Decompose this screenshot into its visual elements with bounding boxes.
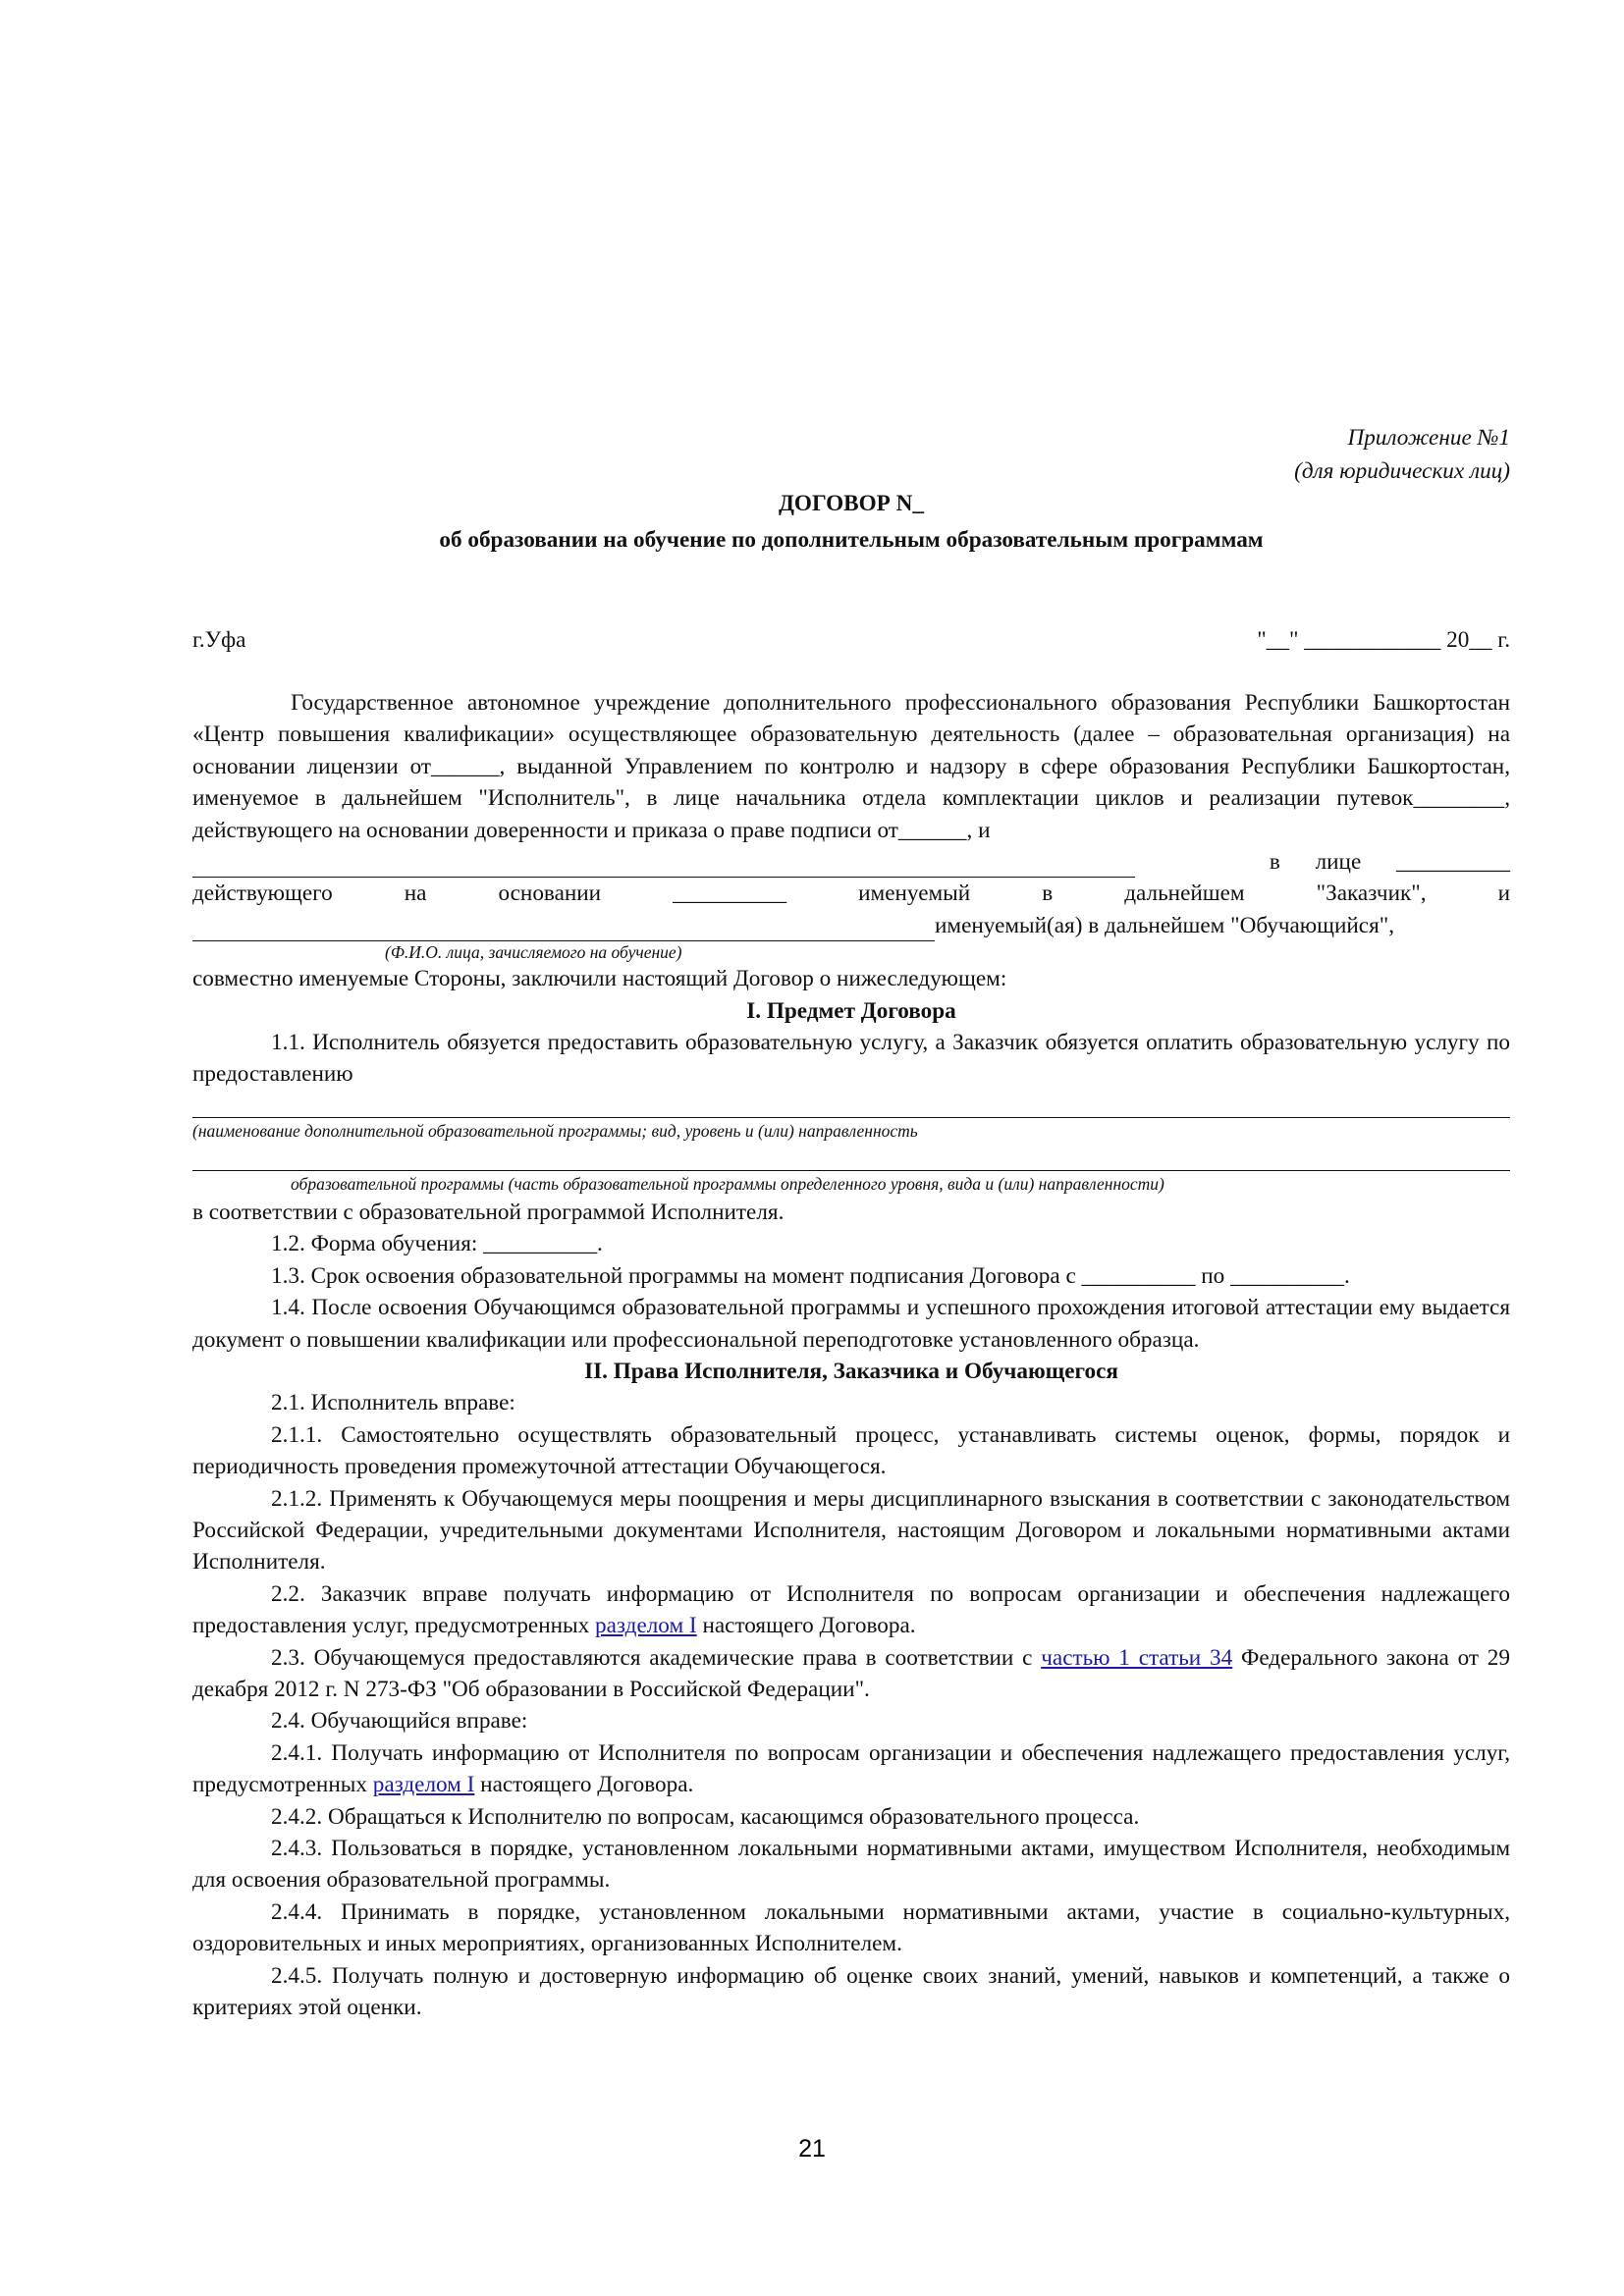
clause-2-4-1: 2.4.1. Получать информацию от Исполнителя по вопросам организации и обеспечения надлежащего предоставления услуг, предусмотренных разделом I настоящего Договора.	[192, 1739, 1510, 1798]
contract-date: "__" ____________ 20__ г.	[1257, 627, 1510, 653]
clause-1-3: 1.3. Срок освоения образовательной программы на момент подписания Договора с __________ по __________.	[271, 1262, 1350, 1289]
section-1-title: I. Предмет Договора	[746, 997, 956, 1024]
section-1-link-2[interactable]: разделом I	[372, 1772, 475, 1798]
joint-parties-paragraph: совместно именуемые Стороны, заключили настоящий Договор о нижеследующем:	[192, 966, 1007, 992]
article-34-link[interactable]: частью 1 статьи 34	[1041, 1644, 1233, 1671]
section-2-title: II. Права Исполнителя, Заказчика и Обучающегося	[584, 1358, 1118, 1384]
fio-caption: (Ф.И.О. лица, зачисляемого на обучение)	[385, 942, 682, 963]
clause-2-4-5: 2.4.5. Получать полную и достоверную информацию об оценке своих знаний, умений, навыков и компетенций, а также о критериях этой оценки.	[192, 1962, 1510, 2021]
clause-2-2: 2.2. Заказчик вправе получать информацию от Исполнителя по вопросам организации и обеспечения надлежащего предоставления услуг, предусмотренных разделом I настоящего Договора.	[192, 1580, 1510, 1639]
annex-note: (для юридических лиц)	[1294, 458, 1510, 484]
annex-number: Приложение №1	[1347, 425, 1510, 451]
program-caption-1: (наименование дополнительной образовательной программы; вид, уровень и (или) направленность	[192, 1120, 918, 1141]
clause-2-4-2: 2.4.2. Обращаться к Исполнителю по вопросам, касающимся образовательного процесса.	[271, 1803, 1140, 1830]
blank-line-b: действующего на основании __________ именуемый в дальнейшем "Заказчик", и	[192, 881, 1510, 907]
city: г.Уфа	[192, 627, 246, 653]
blank-line-a	[192, 846, 1510, 878]
student-text: именуемый(ая) в дальнейшем "Обучающийся",	[935, 912, 1395, 938]
contract-body	[192, 687, 1510, 2023]
program-name-field	[192, 1091, 1510, 1118]
program-level-field	[192, 1144, 1510, 1171]
accordance-paragraph: в соответствии с образовательной программой Исполнителя.	[192, 1199, 785, 1225]
in-person-text: в лице __________	[1269, 849, 1510, 876]
blank-line-c	[192, 910, 1510, 941]
contract-subtitle: об образовании на обучение по дополнительным образовательным программам	[439, 527, 1264, 553]
clause-2-4-4: 2.4.4. Принимать в порядке, установленном локальными нормативными актами, участие в социально-культурных, оздоровительных и иных мероприятиях, организованных Исполнителем.	[192, 1898, 1510, 1957]
program-caption-2: образовательной программы (часть образовательной программы определенного уровня, вида и (или) направленности)	[291, 1173, 1164, 1194]
section-1-link[interactable]: разделом I	[595, 1613, 697, 1639]
student-name-field	[192, 915, 935, 941]
page-number: 21	[798, 2135, 826, 2163]
blank-field	[192, 851, 1135, 878]
clause-2-4: 2.4. Обучающийся вправе:	[271, 1708, 528, 1735]
clause-1-4: 1.4. После освоения Обучающимся образовательной программы и успешного прохождения итоговой аттестации ему выдается документ о повышении квалификации или профессиональной переподготовке установленного образца.	[192, 1295, 1510, 1353]
clause-2-1-2: 2.1.2. Применять к Обучающемуся меры поощрения и меры дисциплинарного взыскания в соответствии с законодательством Российской Федерации, учредительными документами Исполнителя, настоящим Договором и локальными нормативными актами Исполнителя.	[192, 1485, 1510, 1575]
clause-2-1: 2.1. Исполнитель вправе:	[271, 1390, 515, 1416]
clause-1-1: 1.1. Исполнитель обязуется предоставить образовательную услугу, а Заказчик обязуется оплатить образовательную услугу по предоставлению	[192, 1030, 1510, 1088]
clause-2-3: 2.3. Обучающемуся предоставляются академические права в соответствии с частью 1 статьи 34 Федерального закона от 29 декабря 2012 г. N 273-ФЗ "Об образовании в Российской Федерации".	[192, 1644, 1510, 1702]
clause-2-4-3: 2.4.3. Пользоваться в порядке, установленном локальными нормативными актами, имуществом Исполнителя, необходимым для освоения образовательной программы.	[192, 1836, 1510, 1894]
clause-2-1-1: 2.1.1. Самостоятельно осуществлять образовательный процесс, устанавливать системы оценок, формы, порядок и периодичность проведения промежуточной аттестации Обучающегося.	[192, 1421, 1510, 1480]
intro-paragraph: Государственное автономное учреждение дополнительного профессионального образования Республики Башкортостан «Центр повышения квалификации» осуществляющее образовательную деятельность (далее – образовательная организация) на основании лицензии от______, выданной Управлением по контролю и надзору в сфере образования Республики Башкортостан, именуемое в дальнейшем "Исполнитель", в лице начальника отдела комплектации циклов и реализации путевок________, действующего на основании доверенности и приказа о праве подписи от______, и	[192, 690, 1510, 843]
contract-title: ДОГОВОР N_	[778, 491, 924, 516]
clause-1-2: 1.2. Форма обучения: __________.	[271, 1231, 603, 1257]
